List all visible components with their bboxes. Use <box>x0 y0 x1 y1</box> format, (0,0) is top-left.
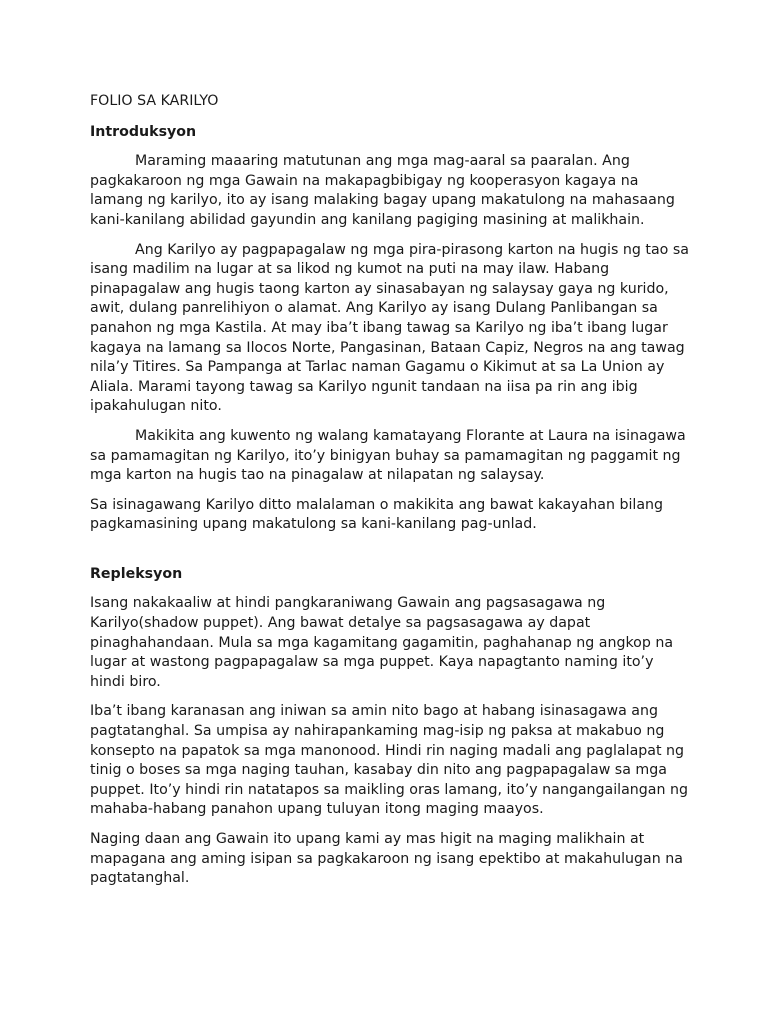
section-heading-introduction: Introduksyon <box>90 123 197 140</box>
document-title: FOLIO SA KARILYO <box>90 93 219 109</box>
document-page <box>90 92 690 899</box>
section-heading-reflection: Repleksyon <box>90 565 183 582</box>
introduction-paragraph-2: Ang Karilyo ay pagpapagalaw ng mga pira-pirasong karton na hugis ng tao sa isang madilim na lugar at sa likod ng kumot na puti na may ilaw. Habang pinapagalaw ang hugis taong karton ay sinasabayan ng salaysay gaya ng kurido, awit, dulang panrelihiyon o alamat. Ang Karilyo ay isang Dulang Panlibangan sa panahon ng mga Kastila. At may iba’t ibang tawag sa Karilyo ng iba’t ibang lugar kagaya na lamang sa Ilocos Norte, Pangasinan, Bataan Capiz, Negros na ang tawag nila’y Titires. Sa Pampanga at Tarlac naman Gagamu o Kikimut at sa La Union ay Aliala. Marami tayong tawag sa Karilyo ngunit tandaan na iisa pa rin ang ibig ipakahulugan nito. <box>90 241 689 415</box>
reflection-paragraph-1: Isang nakakaaliw at hindi pangkaraniwang Gawain ang pagsasagawa ng Karilyo(shadow puppet). Ang bawat detalye sa pagsasagawa ay dapat pinaghahandaan. Mula sa mga kagamitang gagamitin, paghahanap ng angkop na lugar at wastong pagpapagalaw sa mga puppet. Kaya napagtanto naming ito’y hindi biro. <box>90 595 674 690</box>
introduction-paragraph-1: Maraming maaaring matutunan ang mga mag-aaral sa paaralan. Ang pagkakaroon ng mga Gawain na makapagbibigay ng kooperasyon kagaya na lamang ng karilyo, ito ay isang malaking bagay upang makatulong na mahasaang kani-kanilang abilidad gayundin ang kanilang pagiging masining at malikhain. <box>90 153 675 228</box>
reflection-paragraph-3: Naging daan ang Gawain ito upang kami ay mas higit na maging malikhain at mapagana ang aming isipan sa pagkakaroon ng isang epektibo at makahulugan na pagtatanghal. <box>90 831 683 887</box>
introduction-paragraph-3: Makikita ang kuwento ng walang kamatayang Florante at Laura na isinagawa sa pamamagitan ng Karilyo, ito’y binigyan buhay sa pamamagitan ng paggamit ng mga karton na hugis tao na pinagalaw at nilapatan ng salaysay. <box>90 427 686 484</box>
section-spacer <box>90 545 690 565</box>
reflection-paragraph-2: Iba’t ibang karanasan ang iniwan sa amin nito bago at habang isinasagawa ang pagtatanghal. Sa umpisa ay nahirapankaming mag-isip ng paksa at makabuo ng konsepto na papatok sa mga manonood. Hindi rin naging madali ang paglalapat ng tinig o boses sa mga naging tauhan, kasabay din nito ang pagpapagalaw sa mga puppet. Ito’y hindi rin natatapos sa maikling oras lamang, ito’y nangangailangan ng mahaba-habang panahon upang tuluyan itong maging maayos. <box>90 703 688 818</box>
introduction-paragraph-4: Sa isinagawang Karilyo ditto malalaman o makikita ang bawat kakayahan bilang pagkamasining upang makatulong sa kani-kanilang pag-unlad. <box>90 496 664 533</box>
